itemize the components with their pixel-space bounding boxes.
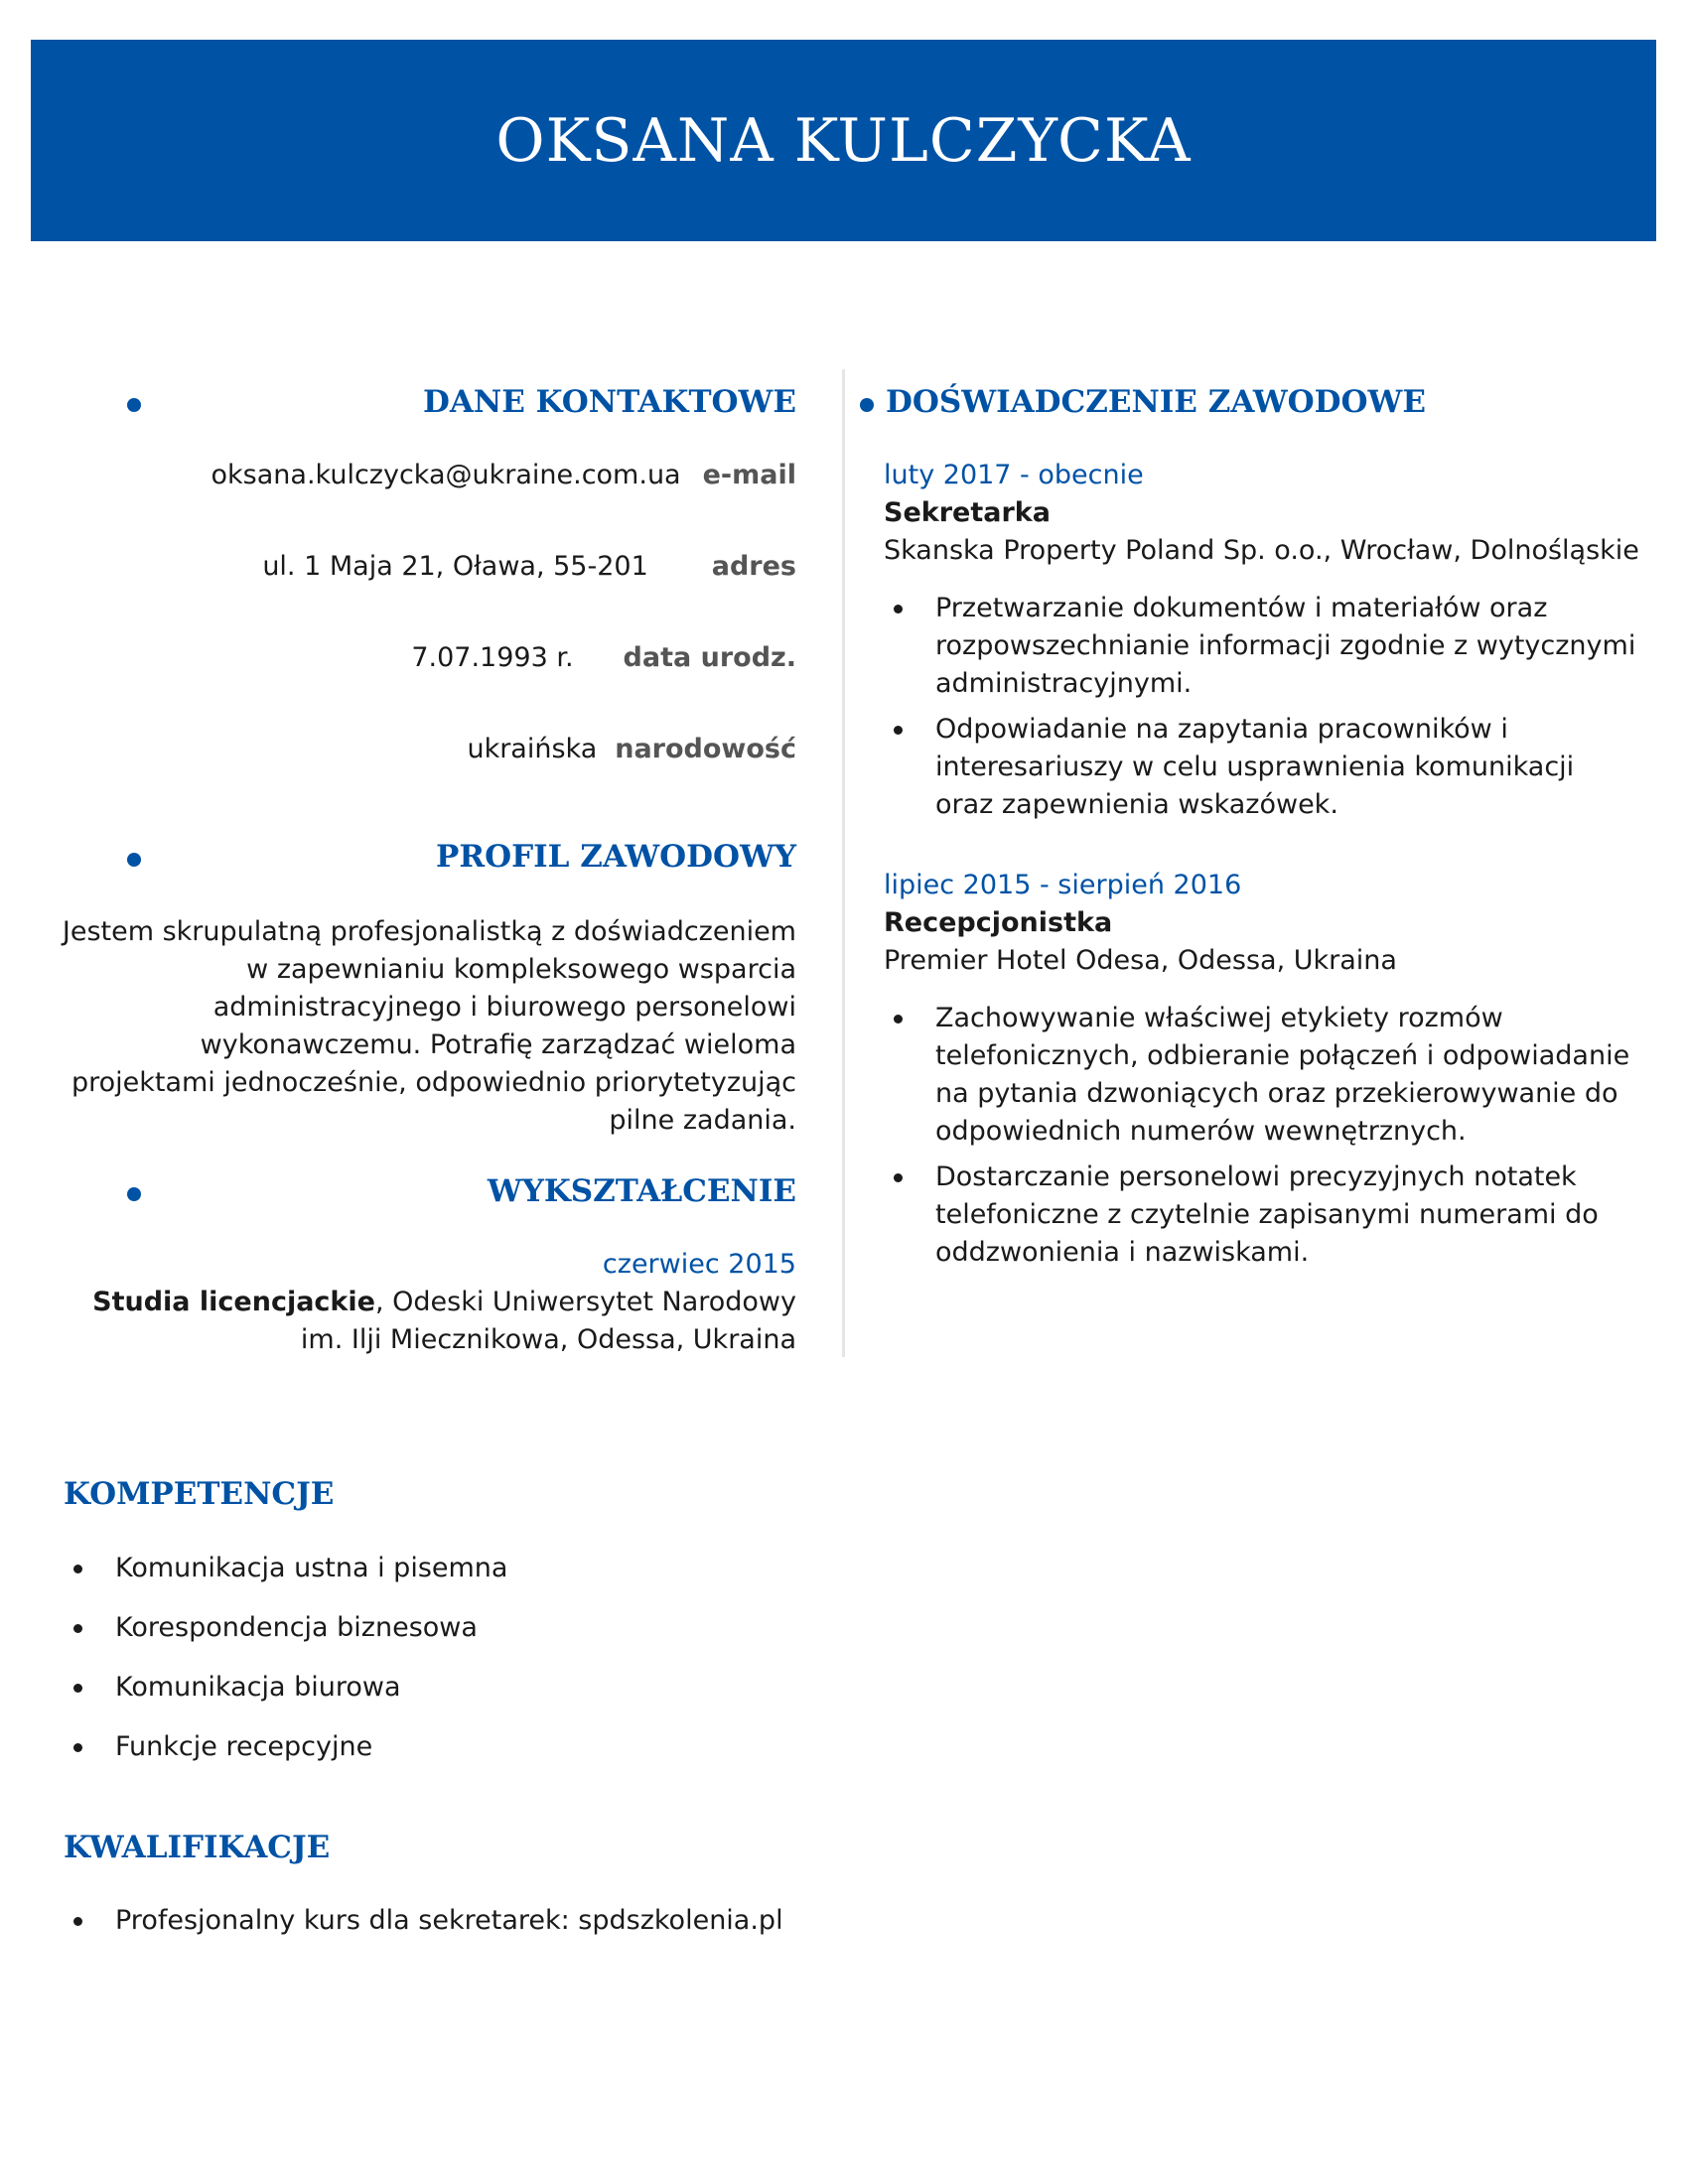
job-duties [884,1000,1638,1272]
education-school: , Odeski Uniwersytet Narodowy im. Ilji Miecznikowa, Odessa, Ukraina [300,1287,796,1355]
contact-email [211,460,796,490]
list-item: Komunikacja ustna i pisemna [64,1550,957,1587]
contact-address [262,551,796,582]
qualifications-list-wrap [64,1902,957,1962]
experience-heading: DOŚWIADCZENIE ZAWODOWE [886,384,1426,420]
job-title: Recepcjonistka [884,907,1113,938]
bullet-dot-icon [127,853,141,867]
list-item: Korespondencja biznesowa [64,1609,957,1647]
bullet-dot-icon [860,398,874,412]
birthdate-label: data urodz. [623,642,796,673]
list-item: Dostarczanie personelowi precyzyjnych notatek telefoniczne z czytelnie zapisanymi numerami do oddzwonienia i nazwiskami. [884,1159,1638,1272]
nationality-label: narodowość [615,734,796,764]
list-item: Odpowiadanie na zapytania pracowników i interesariuszy w celu usprawnienia komunikacji oraz zapewnienia wskazówek. [884,711,1638,824]
education-date: czerwiec 2015 [602,1249,796,1280]
job-entry [884,867,1638,1272]
job-date: lipiec 2015 - sierpień 2016 [884,870,1242,900]
list-item: Przetwarzanie dokumentów i materiałów oraz rozpowszechnianie informacji zgodnie z wytycznymi administracyjnymi. [884,590,1638,703]
qualifications-heading: KWALIFIKACJE [64,1830,331,1865]
list-item: Zachowywanie właściwej etykiety rozmów telefonicznych, odbieranie połączeń i odpowiadanie na pytania dzwoniących oraz przekierowywanie do odpowiednich numerów wewnętrznych. [884,1000,1638,1151]
nationality-value: ukraińska [467,734,598,764]
list-item: Profesjonalny kurs dla sekretarek: spdszkolenia.pl [64,1902,957,1940]
list-item: Funkcje recepcyjne [64,1728,957,1766]
contact-heading: DANE KONTAKTOWE [422,384,796,420]
job-entry [884,457,1638,824]
education-entry [60,1246,796,1359]
address-label: adres [711,551,796,582]
skills-heading: KOMPETENCJE [64,1476,335,1512]
email-value[interactable]: oksana.kulczycka@ukraine.com.ua [211,460,681,490]
skills-list [64,1550,957,1766]
name-banner [31,40,1656,241]
profile-heading: PROFIL ZAWODOWY [436,839,796,875]
email-label: e-mail [702,460,796,490]
education-details [60,1284,796,1359]
list-item: Komunikacja biurowa [64,1669,957,1706]
skills-list-wrap [64,1550,957,1788]
bullet-dot-icon [127,1187,141,1201]
column-divider [842,369,845,1357]
candidate-name: OKSANA KULCZYCKA [495,105,1192,176]
qualifications-list [64,1902,957,1940]
job-company: Premier Hotel Odesa, Odessa, Ukraina [884,945,1397,976]
education-heading: WYKSZTAŁCENIE [487,1173,796,1209]
contact-nationality [467,734,796,764]
bullet-dot-icon [127,398,141,412]
address-value: ul. 1 Maja 21, Oława, 55-201 [262,551,648,582]
birthdate-value: 7.07.1993 r. [411,642,574,673]
job-duties [884,590,1638,824]
job-company: Skanska Property Poland Sp. o.o., Wrocław, Dolnośląskie [884,535,1639,566]
job-date: luty 2017 - obecnie [884,460,1144,490]
job-title: Sekretarka [884,497,1051,528]
profile-text: Jestem skrupulatną profesjonalistką z doświadczeniem w zapewnianiu kompleksowego wsparcia administracyjnego i biurowego personelowi wykonawczemu. Potrafię zarządzać wieloma projektami jednocześnie, odpowiednio priorytetyzując pilne zadania. [62,916,796,1136]
contact-birthdate [411,642,796,673]
education-degree: Studia licencjackie [92,1287,375,1317]
